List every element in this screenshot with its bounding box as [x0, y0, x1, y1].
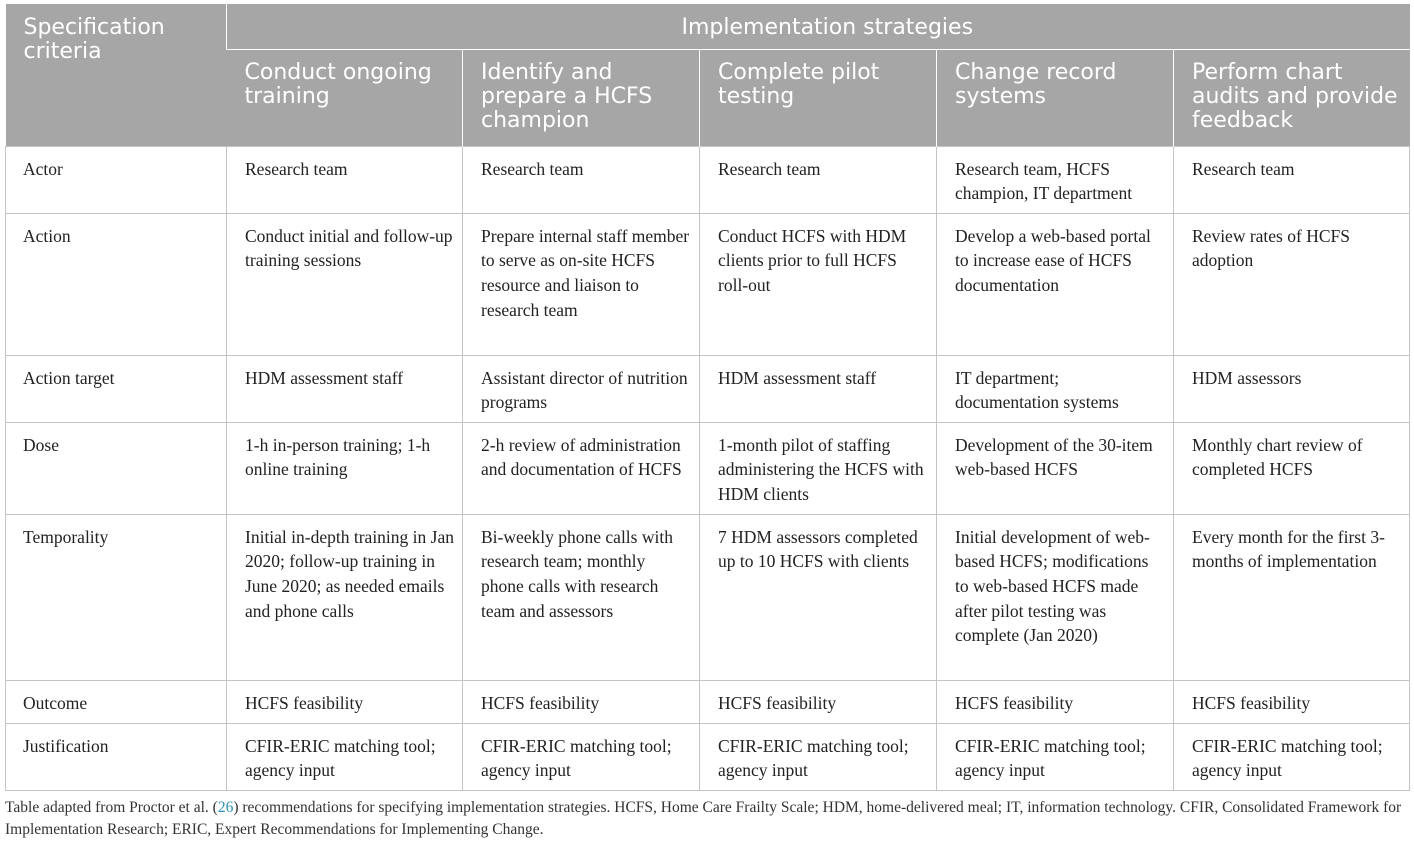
table-header: [6, 4, 1410, 146]
implementation-strategies-table: [5, 4, 1410, 791]
strategy-header: Complete pilot testing: [700, 49, 937, 146]
table-cell: CFIR-ERIC matching tool; agency input: [227, 723, 463, 790]
caption-text: Table adapted from Proctor et al. (: [5, 799, 218, 816]
table-row: [6, 355, 1410, 422]
table-body: [6, 146, 1410, 790]
table-cell: Develop a web-based portal to increase ease of HCFS documentation: [937, 213, 1174, 355]
row-criterion: Action target: [6, 355, 227, 422]
row-criterion: Outcome: [6, 680, 227, 723]
table-cell: Development of the 30-item web-based HCFS: [937, 422, 1174, 514]
table-cell: 7 HDM assessors completed up to 10 HCFS with clients: [700, 514, 937, 680]
table-cell: Research team: [1174, 146, 1410, 213]
table-row: [6, 723, 1410, 790]
row-criterion: Justification: [6, 723, 227, 790]
table-row: [6, 146, 1410, 213]
table-row: [6, 213, 1410, 355]
strategy-header: Change record systems: [937, 49, 1174, 146]
row-criterion: Actor: [6, 146, 227, 213]
table-cell: HCFS feasibility: [700, 680, 937, 723]
table-cell: Research team: [227, 146, 463, 213]
table-cell: Research team, HCFS champion, IT department: [937, 146, 1174, 213]
table-cell: Initial development of web-based HCFS; modifications to web-based HCFS made after pilot testing was complete (Jan 2020): [937, 514, 1174, 680]
table-row: [6, 680, 1410, 723]
strategy-header: Perform chart audits and provide feedback: [1174, 49, 1410, 146]
table-cell: Review rates of HCFS adoption: [1174, 213, 1410, 355]
table-caption: [5, 797, 1409, 841]
table-cell: HDM assessment staff: [227, 355, 463, 422]
table-cell: Bi-weekly phone calls with research team; monthly phone calls with research team and assessors: [463, 514, 700, 680]
table-cell: 1-h in-person training; 1-h online training: [227, 422, 463, 514]
table-cell: Every month for the first 3-months of implementation: [1174, 514, 1410, 680]
table-cell: Conduct HCFS with HDM clients prior to full HCFS roll-out: [700, 213, 937, 355]
strategy-header: Identify and prepare a HCFS champion: [463, 49, 700, 146]
table-cell: HCFS feasibility: [463, 680, 700, 723]
table-cell: HCFS feasibility: [937, 680, 1174, 723]
table-cell: Monthly chart review of completed HCFS: [1174, 422, 1410, 514]
table-cell: Research team: [463, 146, 700, 213]
implementation-strategies-header: Implementation strategies: [227, 4, 1410, 49]
row-criterion: Dose: [6, 422, 227, 514]
table-cell: CFIR-ERIC matching tool; agency input: [1174, 723, 1410, 790]
table-row: [6, 514, 1410, 680]
caption-text: ) recommendations for specifying implementation strategies. HCFS, Home Care Frailty Scale; HDM, home-delivered meal; IT, information technology. CFIR, Consolidated Framework for Implementation Research; ERIC, Expert Recommendations for Implementing Change.: [5, 799, 1402, 838]
row-criterion: Action: [6, 213, 227, 355]
table-cell: Conduct initial and follow-up training sessions: [227, 213, 463, 355]
table-cell: Prepare internal staff member to serve as on-site HCFS resource and liaison to research team: [463, 213, 700, 355]
strategy-header: Conduct ongoing training: [227, 49, 463, 146]
table-cell: IT department; documentation systems: [937, 355, 1174, 422]
table-cell: HDM assessors: [1174, 355, 1410, 422]
table-cell: HCFS feasibility: [1174, 680, 1410, 723]
table-cell: CFIR-ERIC matching tool; agency input: [700, 723, 937, 790]
row-criterion: Temporality: [6, 514, 227, 680]
table-cell: CFIR-ERIC matching tool; agency input: [937, 723, 1174, 790]
table-cell: 2-h review of administration and documentation of HCFS: [463, 422, 700, 514]
table-cell: Research team: [700, 146, 937, 213]
table-cell: Initial in-depth training in Jan 2020; follow-up training in June 2020; as needed emails and phone calls: [227, 514, 463, 680]
table-cell: 1-month pilot of staffing administering the HCFS with HDM clients: [700, 422, 937, 514]
table-cell: HDM assessment staff: [700, 355, 937, 422]
table-row: [6, 422, 1410, 514]
table-cell: Assistant director of nutrition programs: [463, 355, 700, 422]
citation-link[interactable]: 26: [217, 799, 234, 816]
table-cell: CFIR-ERIC matching tool; agency input: [463, 723, 700, 790]
specification-criteria-header: Specification criteria: [6, 4, 227, 146]
table-cell: HCFS feasibility: [227, 680, 463, 723]
